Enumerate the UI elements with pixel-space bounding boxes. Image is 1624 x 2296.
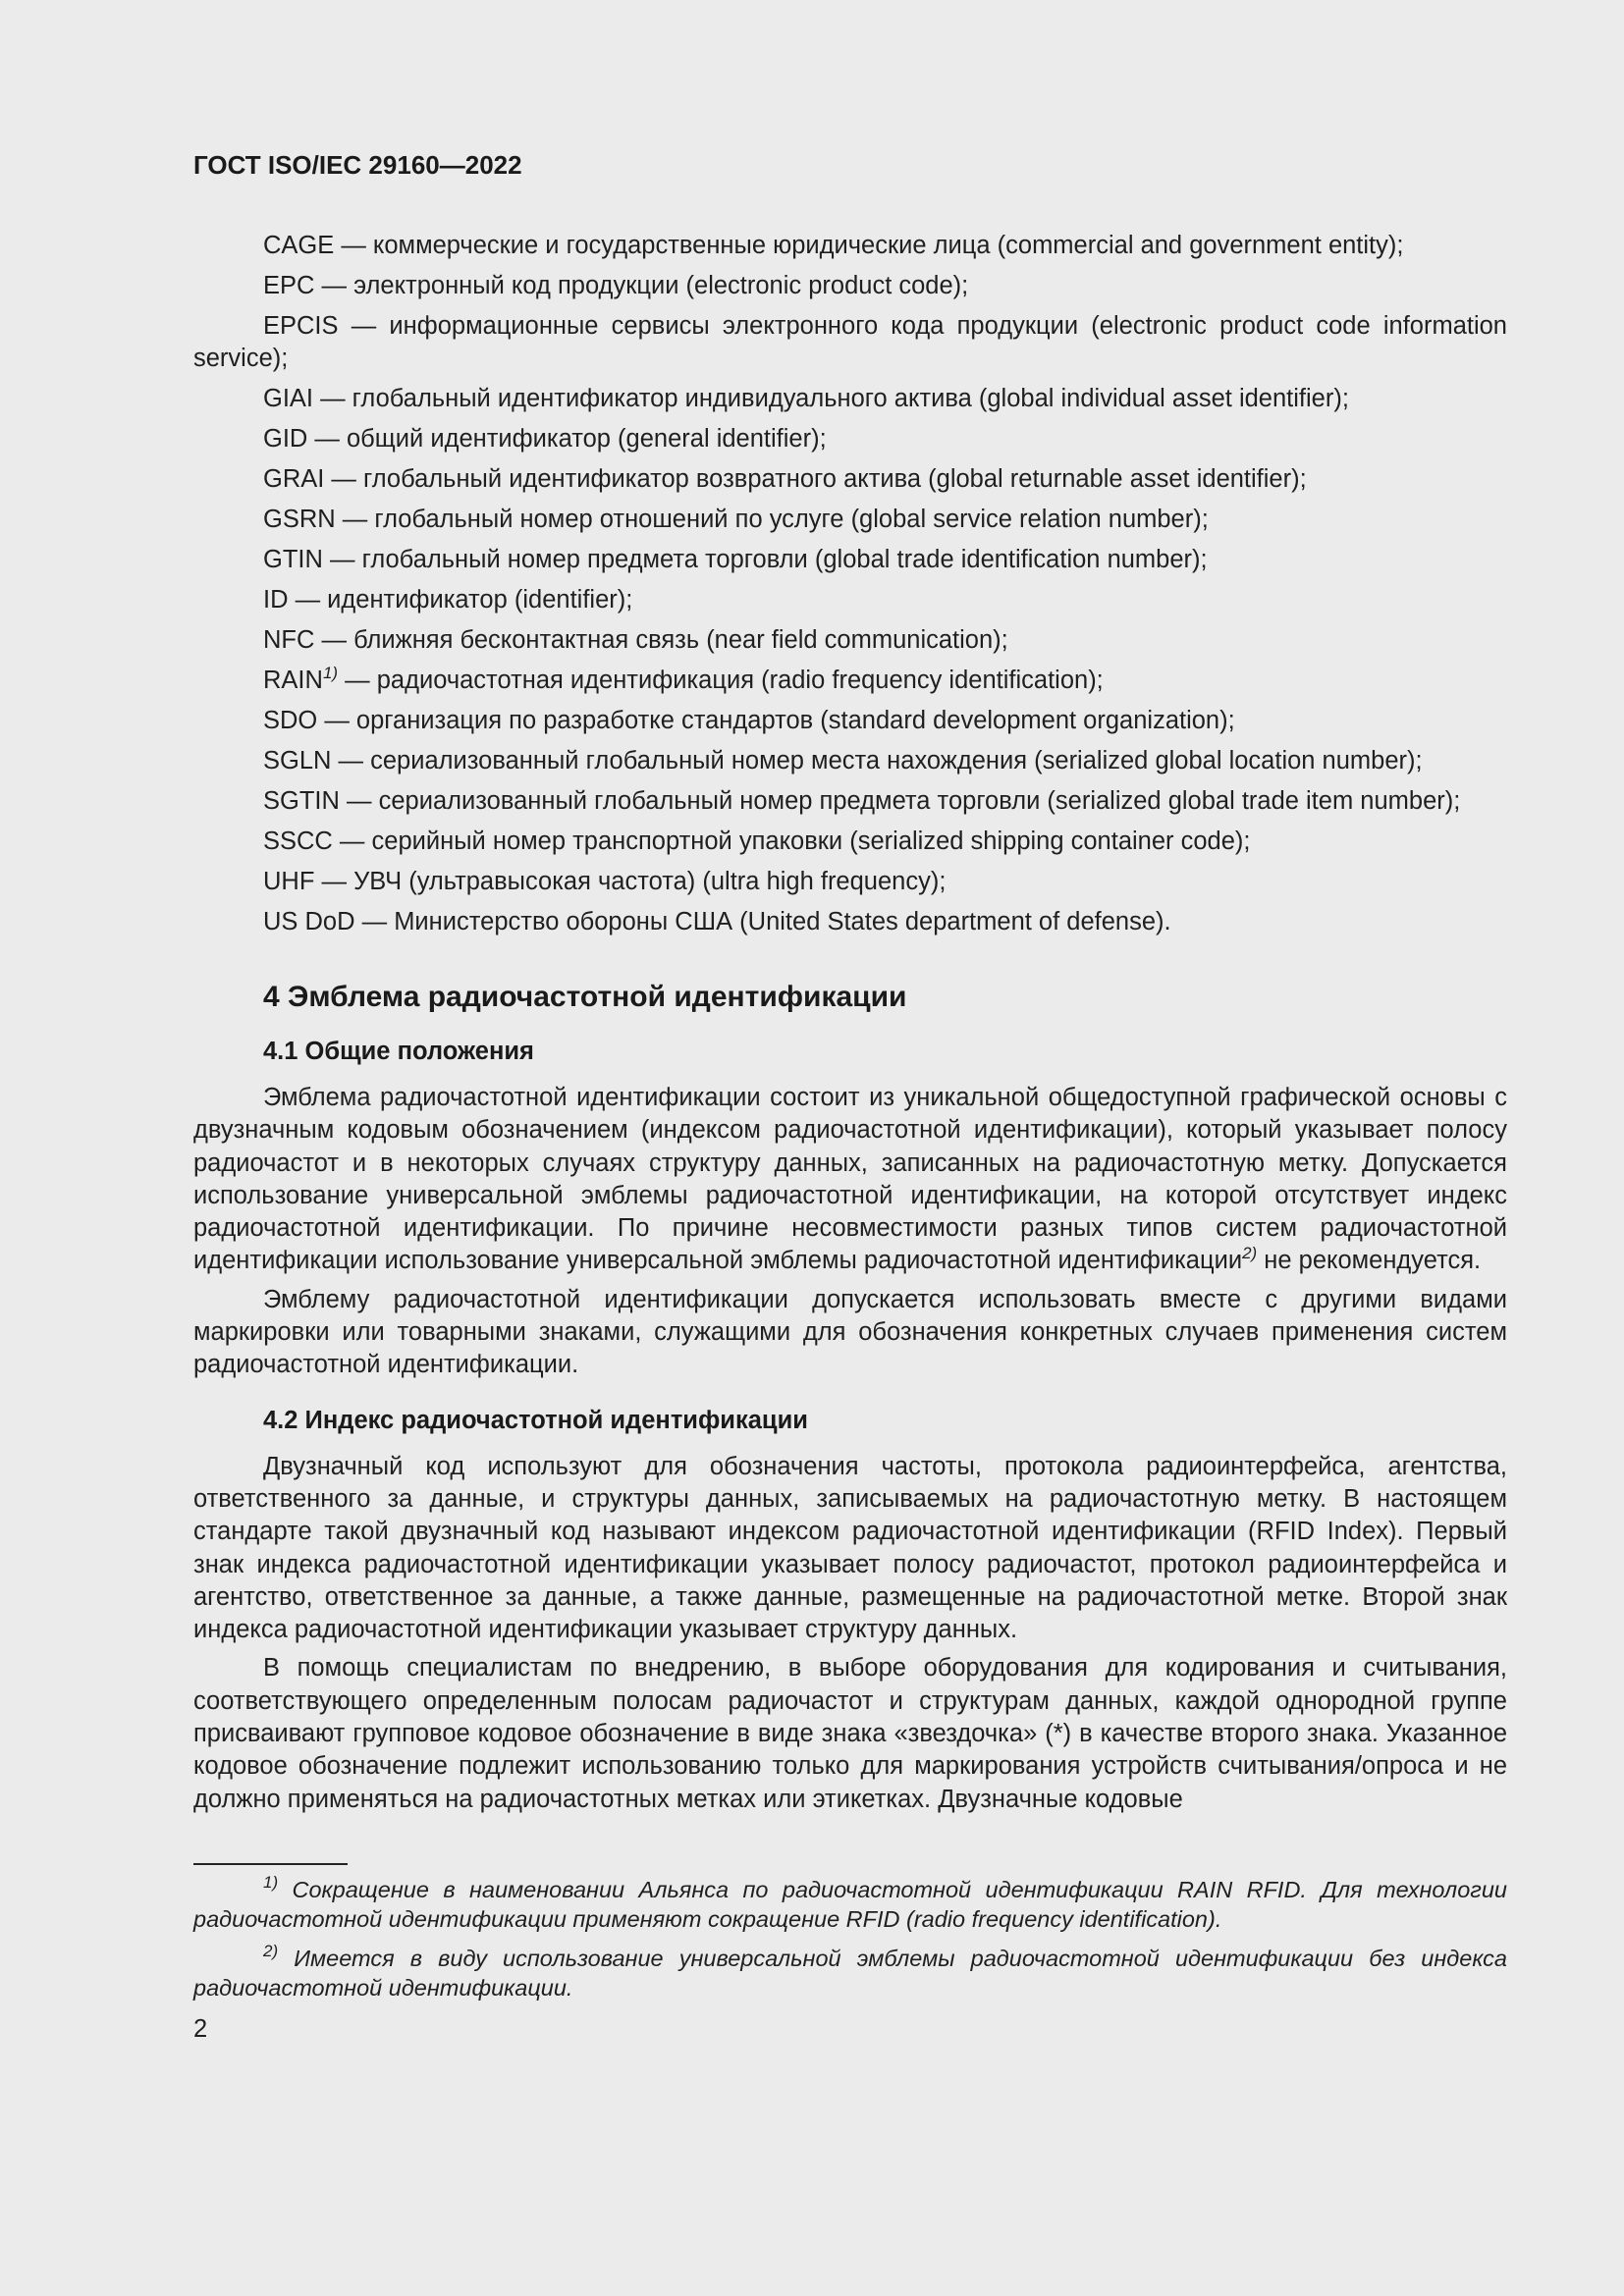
abbreviation-item-rain [193, 665, 1507, 697]
section-4-2-paragraph-2: В помощь специалистам по внедрению, в выборе оборудования для кодирования и считывания, соответствующего определенным полосам радиочастот и структурам данных, каждой однородной группе присваивают групповое кодовое обозначение в виде знака «звездочка» (*) в качестве второго знака. Указанное кодовое обозначение подлежит использованию только для маркирования устройств считывания/опроса и не должно применяться на радиочастотных метках или этикетках. Двузначные кодовые [193, 1654, 1507, 1813]
footnote-1-mark: 1) [263, 1872, 279, 1892]
abbreviation-item-grai: GRAI — глобальный идентификатор возвратного актива (global returnable asset identifier); [263, 465, 1307, 493]
abbreviation-item-giai: GIAI — глобальный идентификатор индивидуального актива (global individual asset identifier); [263, 385, 1349, 412]
abbreviation-item-nfc: NFC — ближняя бесконтактная связь (near field communication); [263, 626, 1008, 654]
abbreviation-item-sgln: SGLN — сериализованный глобальный номер места нахождения (serialized global location number); [263, 747, 1423, 774]
abbreviation-item-gsrn: GSRN — глобальный номер отношений по услуге (global service relation number); [263, 506, 1209, 533]
footnote-ref-2: 2) [1242, 1244, 1258, 1263]
abbreviation-definition-rain: — радиочастотная идентификация (radio frequency identification); [338, 667, 1104, 694]
footnote-1 [193, 1872, 1507, 1934]
abbreviation-list [193, 230, 1507, 938]
abbreviation-item-epcis: EPCIS — информационные сервисы электронного кода продукции (electronic product code information service); [193, 312, 1507, 372]
footnote-ref-1: 1) [322, 664, 339, 682]
section-4-2-heading: 4.2 Индекс радиочастотной идентификации [263, 1406, 808, 1434]
section-4-heading: 4 Эмблема радиочастотной идентификации [263, 981, 907, 1013]
section-4-2-paragraph-1: Двузначный код используют для обозначения частоты, протокола радиоинтерфейса, агентства, ответственного за данные, и структуры данных, записываемых на радиочастотную метку. В настоящем стандарте такой двузначный код называют индексом радиочастотной идентификации (RFID Index). Первый знак индекса радиочастотной идентификации указывает полосу радиочастот, протокол радиоинтерфейса и агентство, ответственное за данные, а также данные, размещенные на радиочастотной метке. Второй знак индекса радиочастотной идентификации указывает структуру данных. [193, 1452, 1507, 1644]
footnote-separator [193, 1863, 348, 1865]
abbreviation-item-id: ID — идентификатор (identifier); [263, 586, 633, 614]
footnote-2 [193, 1941, 1507, 2002]
page-number: 2 [193, 2014, 208, 2043]
footnote-2-text: Имеется в виду использование универсальной эмблемы радиочастотной идентификации без индекса радиочастотной идентификации. [193, 1945, 1507, 2001]
abbreviation-item-epc: EPC — электронный код продукции (electronic product code); [263, 272, 969, 299]
abbreviation-item-sscc: SSCC — серийный номер транспортной упаковки (serialized shipping container code); [263, 828, 1251, 855]
section-4-1-paragraph-1 [193, 1082, 1507, 1278]
abbreviation-item-cage: CAGE — коммерческие и государственные юридические лица (commercial and government entity); [263, 232, 1404, 259]
abbreviation-item-sgtin: SGTIN — сериализованный глобальный номер предмета торговли (serialized global trade item number); [263, 787, 1461, 815]
footnote-1-text: Сокращение в наименовании Альянса по радиочастотной идентификации RAIN RFID. Для технологии радиочастотной идентификации применяют сокращение RFID (radio frequency identification). [193, 1876, 1507, 1932]
abbreviation-term-rain: RAIN [263, 667, 323, 694]
section-4-1-heading: 4.1 Общие положения [263, 1038, 534, 1065]
abbreviation-item-gtin: GTIN — глобальный номер предмета торговли (global trade identification number); [263, 546, 1208, 573]
abbreviation-item-us-dod: US DoD — Министерство обороны США (United States department of defense). [263, 908, 1171, 935]
document-header: ГОСТ ISO/IEC 29160—2022 [193, 150, 522, 180]
section-4-1-paragraph-2: Эмблему радиочастотной идентификации допускается использовать вместе с другими видами маркировки или товарными знаками, служащими для обозначения конкретных случаев применения систем радиочастотной идентификации. [193, 1285, 1507, 1379]
section-4-1-paragraph-1-end: не рекомендуется. [1257, 1247, 1482, 1275]
abbreviation-item-sdo: SDO — организация по разработке стандартов (standard development organization); [263, 707, 1235, 734]
abbreviation-item-gid: GID — общий идентификатор (general identifier); [263, 425, 827, 453]
abbreviation-item-uhf: UHF — УВЧ (ультравысокая частота) (ultra high frequency); [263, 868, 947, 895]
section-4-1-paragraph-1-text: Эмблема радиочастотной идентификации состоит из уникальной общедоступной графической основы с двузначным кодовым обозначением (индексом радиочастотной идентификации), который указывает полосу радиочастот и в некоторых случаях структуру данных, записанных на радиочастотную метку. Допускается использование универсальной эмблемы радиочастотной идентификации, на которой отсутствует индекс радиочастотной идентификации. По причине несовместимости разных типов систем радиочастотной идентификации использование универсальной эмблемы радиочастотной идентификации [193, 1084, 1507, 1275]
document-page [193, 147, 1507, 2046]
footnote-2-mark: 2) [263, 1941, 279, 1960]
